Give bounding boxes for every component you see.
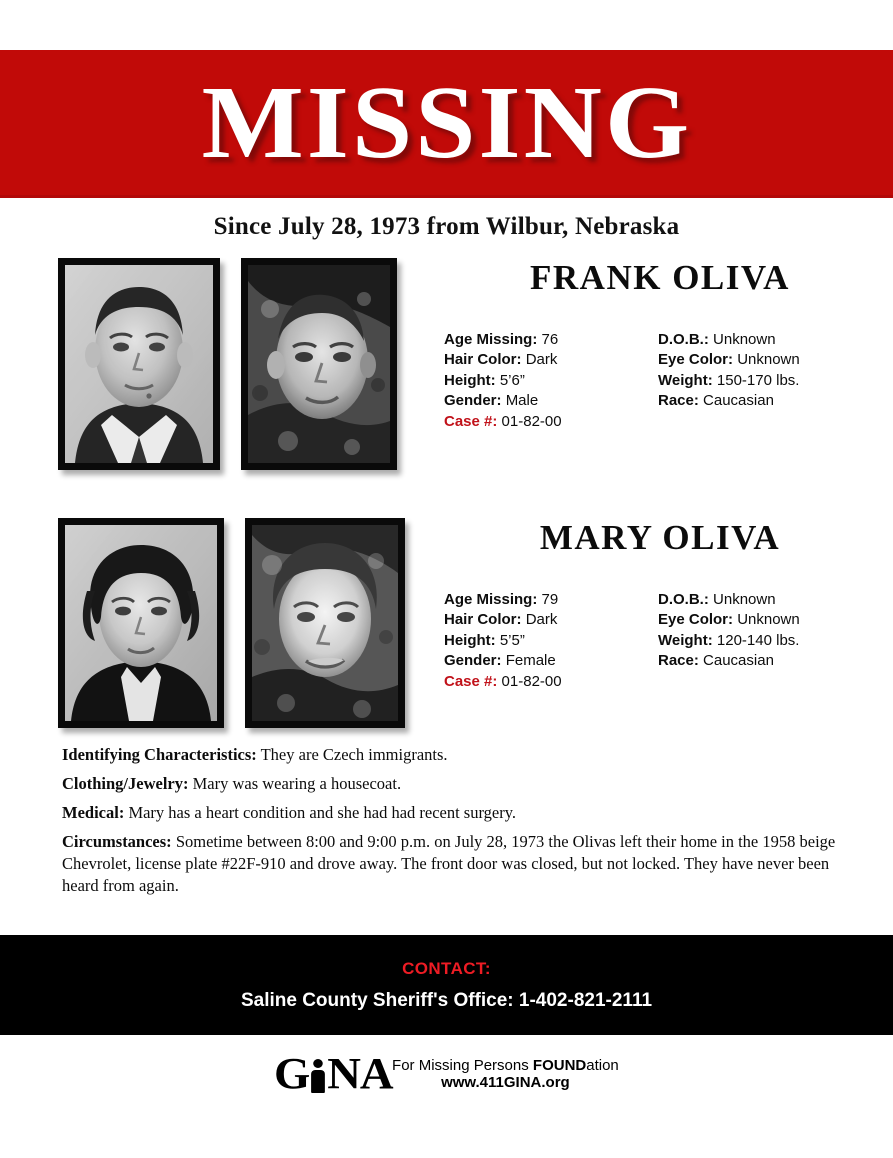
stat-label: Gender: [444,392,502,410]
stat-dob [658,590,893,610]
stat-value: 120-140 lbs. [716,631,800,649]
detail-label: Identifying Characteristics: [62,745,257,764]
stat-value: Dark [525,351,558,369]
gina-tagline-pre: For Missing Persons [392,1057,533,1074]
stat-dob [658,330,893,350]
stat-value: Male [505,392,539,410]
stats-column-left-mary [444,590,659,692]
detail-medical [62,802,862,823]
stat-label-case: Case #: [444,672,498,690]
photo-frame-mary-1[interactable] [58,518,224,728]
detail-text: Mary was wearing a housecoat. [192,774,402,793]
person-icon-body [312,1070,326,1093]
stat-label: Gender: [444,652,502,670]
stat-label: D.O.B.: [658,331,709,348]
stat-label-case: Case #: [444,412,498,430]
stat-value: 5’6” [499,371,525,389]
gina-logo-text [392,1054,619,1091]
stat-value: Unknown [737,611,800,629]
detail-text: Mary has a heart condition and she had had recent surgery. [128,803,517,822]
stat-label: Age Missing: [444,331,538,348]
photo-row-frank [58,258,397,470]
contact-bar [0,935,893,1035]
person-name-frank: FRANK OLIVA [530,258,790,297]
stat-case-number [444,672,659,692]
contact-agency-phone[interactable]: Saline County Sheriff's Office: 1-402-821-2111 [240,990,653,1011]
gina-tagline [392,1057,619,1074]
stat-value: Female [505,652,556,670]
detail-label: Clothing/Jewelry: [62,774,189,793]
stat-hair-color [444,610,659,630]
stat-value: 01-82-00 [501,412,562,430]
stat-label: D.O.B.: [658,591,709,608]
stat-value: Unknown [737,351,800,369]
mary-oliva-photo-1 [65,525,217,721]
stat-race [658,391,893,411]
stat-label: Race: [658,652,699,670]
stat-value: 01-82-00 [501,672,562,690]
details-section [62,744,862,897]
gina-tagline-found: FOUND [532,1057,587,1074]
stat-label: Race: [658,392,699,410]
stat-eye-color [658,610,893,630]
person-name-mary: MARY OLIVA [539,518,781,557]
person-icon [311,1059,327,1093]
stat-gender [444,391,659,411]
stat-label: Height: [444,631,496,649]
gina-url[interactable]: www.411GINA.org [441,1074,570,1091]
detail-circumstances [62,831,862,897]
person-icon-head [314,1059,324,1068]
stat-label: Height: [444,371,496,389]
stat-value: 76 [541,331,559,348]
stat-weight [658,371,893,391]
banner-title: MISSING [201,64,692,180]
stat-label: Weight: [658,631,713,649]
photo-row-mary [58,518,405,728]
detail-text: Sometime between 8:00 and 9:00 p.m. on July 28, 1973 the Olivas left their home in the 1958 beige Chevrolet, license plate #22F-910 and drove away. The front door was closed, but not locked. They have never been heard from again. [62,832,836,895]
stat-eye-color [658,350,893,370]
stat-value: Caucasian [703,652,774,670]
photo-frame-frank-1[interactable] [58,258,220,470]
detail-text: They are Czech immigrants. [260,745,448,764]
detail-label: Medical: [62,803,125,822]
stat-label: Age Missing: [444,591,538,608]
stat-value: 79 [541,591,559,608]
stat-label: Hair Color: [444,351,522,369]
detail-clothing-jewelry [62,773,862,794]
detail-identifying-characteristics [62,744,862,765]
stat-case-number [444,412,659,432]
stat-value: 150-170 lbs. [716,371,800,389]
gina-tagline-post: ation [586,1057,619,1074]
frank-oliva-photo-2 [248,265,390,463]
frank-oliva-photo-1 [65,265,213,463]
missing-banner [0,50,893,198]
stat-height [444,631,659,651]
gina-letter-g: G [274,1049,310,1098]
stat-label: Hair Color: [444,611,522,629]
stat-height [444,371,659,391]
stat-label: Eye Color: [658,611,734,629]
photo-frame-mary-2[interactable] [245,518,405,728]
contact-heading: CONTACT: [402,959,491,978]
stats-column-left-frank [444,330,659,432]
stat-race [658,651,893,671]
gina-logo[interactable] [0,1049,893,1098]
stats-column-right-mary [658,590,893,672]
photo-frame-frank-2[interactable] [241,258,397,470]
stat-value: 5’5” [499,631,525,649]
missing-since-subtitle: Since July 28, 1973 from Wilbur, Nebraska [213,213,680,240]
stat-gender [444,651,659,671]
stat-age-missing [444,590,659,610]
mary-oliva-photo-2 [252,525,398,721]
stat-label: Weight: [658,371,713,389]
stat-value: Caucasian [703,392,774,410]
stat-value: Unknown [713,591,776,608]
gina-letter-a: A [360,1049,393,1098]
stat-age-missing [444,330,659,350]
gina-letter-n: N [327,1049,361,1098]
stat-value: Unknown [713,331,776,348]
gina-wordmark [274,1049,393,1098]
stat-weight [658,631,893,651]
stat-label: Eye Color: [658,351,734,369]
stats-column-right-frank [658,330,893,412]
stat-value: Dark [525,611,558,629]
detail-label: Circumstances: [62,832,172,851]
stat-hair-color [444,350,659,370]
